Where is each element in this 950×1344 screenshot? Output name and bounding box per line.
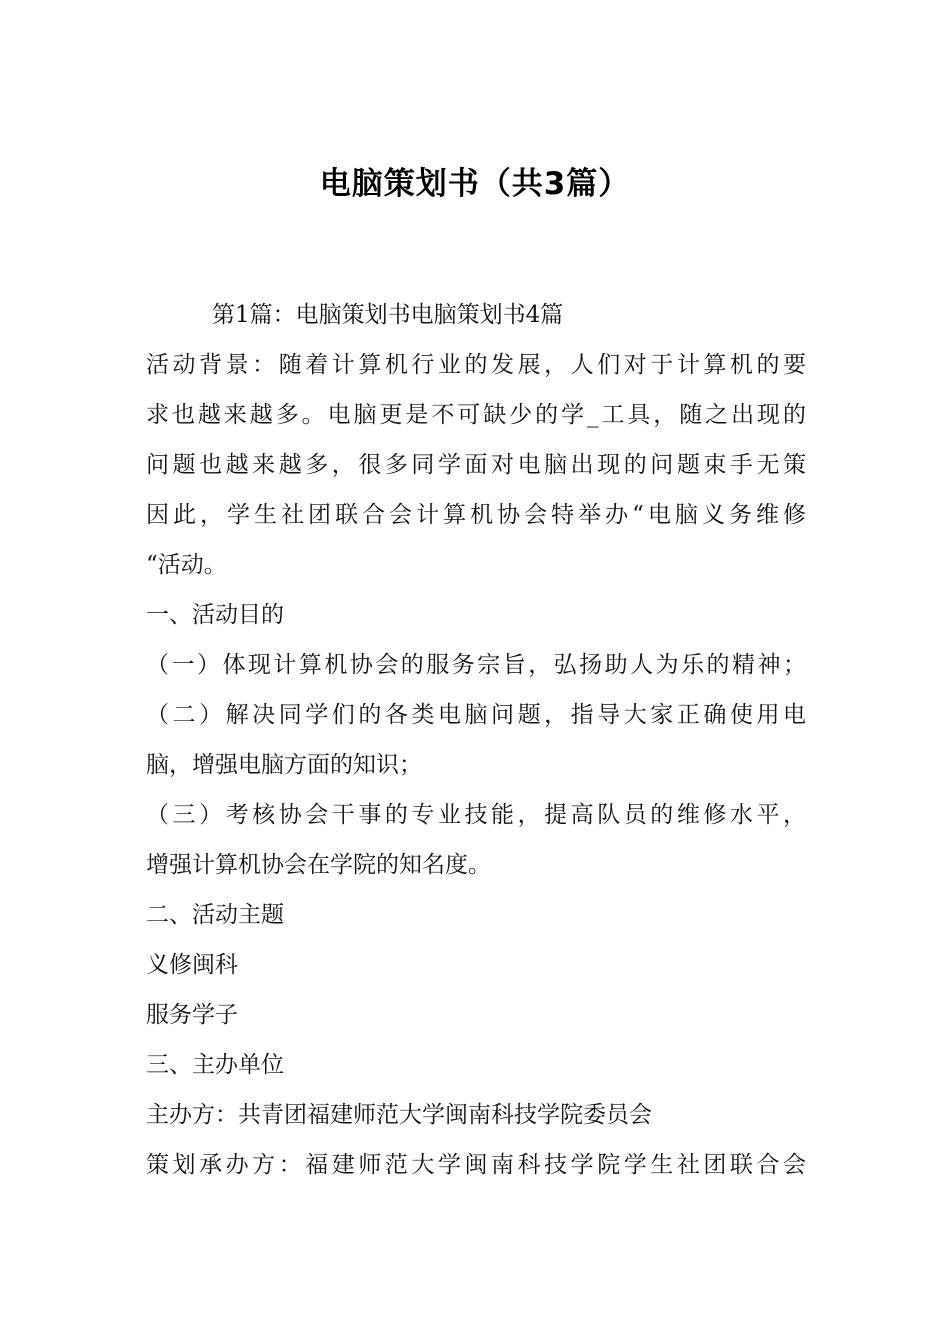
theme-line: 义修闽科 [146,952,238,978]
paragraph-line: 活动背景：随着计算机行业的发展，人们对于计算机的要 [146,352,806,378]
section-heading: 一、活动目的 [146,602,284,628]
paragraph-line: 求也越来越多。电脑更是不可缺少的学_工具，随之出现的 [146,402,806,428]
document-body [146,290,806,1190]
section-heading: 二、活动主题 [146,902,284,928]
paragraph-line: 因此，学生社团联合会计算机协会特举办“电脑义务维修 [146,502,806,528]
theme-line: 服务学子 [146,1002,238,1028]
document-title: 电脑策划书（共3篇） [319,166,631,202]
list-item-continuation: 脑，增强电脑方面的知识； [146,752,422,778]
section-heading: 三、主办单位 [146,1052,284,1078]
paragraph-line: 问题也越来越多，很多同学面对电脑出现的问题束手无策 [146,452,806,478]
list-item: （一）体现计算机协会的服务宗旨，弘扬助人为乐的精神； [146,652,806,678]
list-item: （二）解决同学们的各类电脑问题，指导大家正确使用电 [146,702,806,728]
organizer-line: 主办方：共青团福建师范大学闽南科技学院委员会 [146,1102,652,1128]
organizer-line: 策划承办方：福建师范大学闽南科技学院学生社团联合会 [146,1152,806,1178]
list-item: （三）考核协会干事的专业技能，提高队员的维修水平， [146,802,806,828]
paragraph-line: “活动。 [146,552,227,578]
list-item-continuation: 增强计算机协会在学院的知名度。 [146,852,491,878]
chapter-heading: 第1篇：电脑策划书电脑策划书4篇 [212,302,564,328]
